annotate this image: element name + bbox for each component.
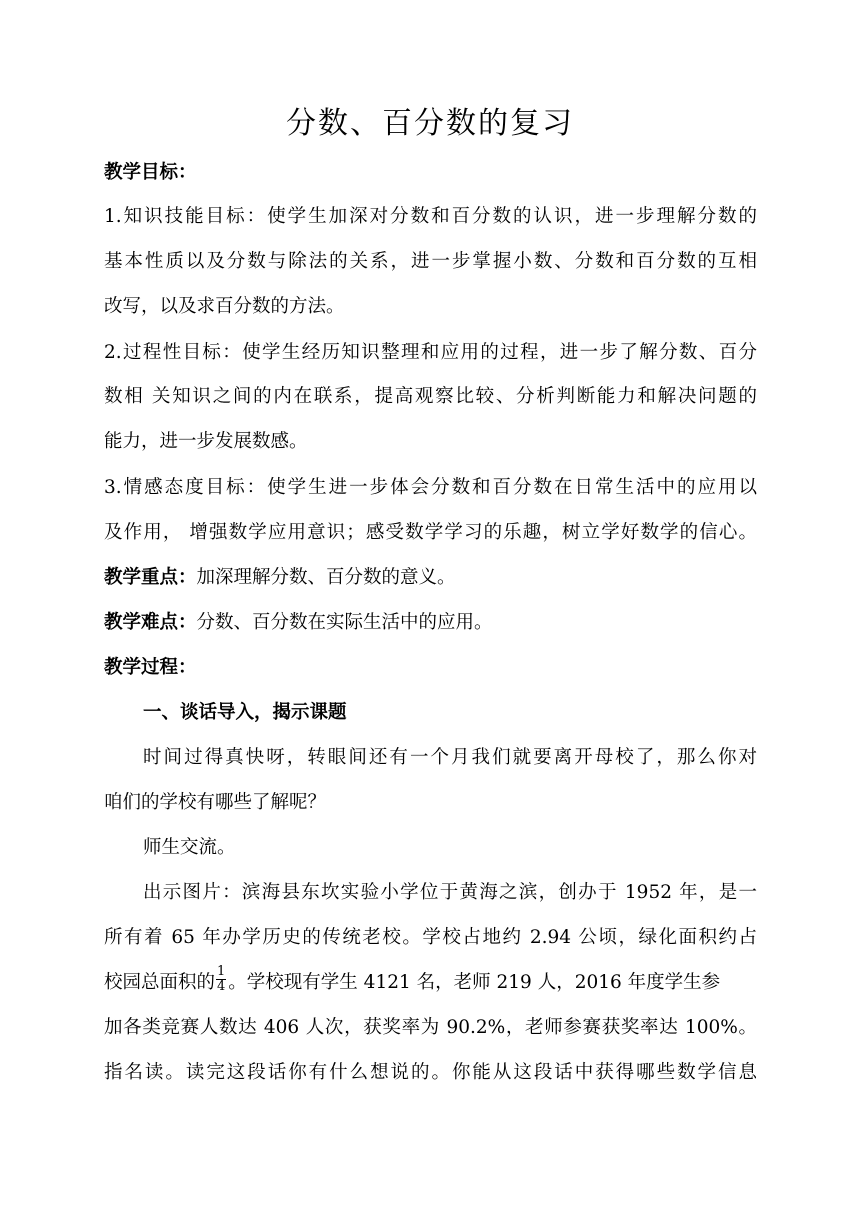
difficulty-label: 教学难点： (104, 612, 197, 633)
paragraph-3-line-3 (104, 963, 757, 996)
section-1-heading: 一、谈话导入，揭示课题 (143, 702, 347, 723)
objective-2-line-1: 2.过程性目标：使学生经历知识整理和应用的过程，进一步了解分数、百分 (104, 342, 757, 363)
difficulty-line (104, 610, 757, 636)
paragraph-1-line-2: 咱们的学校有哪些了解呢？ (104, 792, 327, 813)
fraction-denominator: 4 (217, 978, 226, 994)
key-point-label: 教学重点： (104, 567, 197, 588)
paragraph-1-line-1: 时间过得真快呀，转眼间还有一个月我们就要离开母校了，那么你对 (143, 747, 757, 768)
key-point-line (104, 565, 757, 591)
objective-3-line-2: 及作用， 增强数学应用意识；感受数学学习的乐趣，树立学好数学的信心。 (104, 522, 757, 543)
difficulty-text: 分数、百分数在实际生活中的应用。 (196, 612, 493, 633)
objective-2-line-2: 数相 关知识之间的内在联系，提高观察比较、分析判断能力和解决问题的 (104, 386, 757, 407)
paragraph-3-line-1: 出示图片：滨海县东坎实验小学位于黄海之滨，创办于 1952 年，是一 (143, 882, 757, 903)
paragraph-3-line-3-start: 校园总面积的 (104, 972, 216, 993)
paragraph-3-line-2: 所有着 65 年办学历史的传统老校。学校占地约 2.94 公顷，绿化面积约占 (104, 927, 757, 948)
objectives-heading: 教学目标： (104, 162, 197, 183)
objective-2-line-3: 能力，进一步发展数感。 (104, 431, 308, 452)
key-point-text: 加深理解分数、百分数的意义。 (196, 567, 456, 588)
objective-1-line-2: 基本性质以及分数与除法的关系，进一步掌握小数、分数和百分数的互相 (104, 251, 757, 272)
objective-3-line-1: 3.情感态度目标：使学生进一步体会分数和百分数在日常生活中的应用以 (104, 477, 757, 498)
objective-1-line-1: 1.知识技能目标：使学生加深对分数和百分数的认识，进一步理解分数的 (104, 206, 757, 227)
document-title: 分数、百分数的复习 (286, 106, 574, 141)
objective-1-line-3: 改写，以及求百分数的方法。 (104, 296, 345, 317)
fraction-numerator: 1 (217, 963, 226, 979)
process-heading: 教学过程： (104, 657, 197, 678)
paragraph-3-line-4: 加各类竞赛人数达 406 人次，获奖率为 90.2%，老师参赛获奖率达 100%。 (104, 1017, 757, 1038)
paragraph-3-line-5: 指名读。读完这段话你有什么想说的。你能从这段话中获得哪些数学信息 (104, 1062, 757, 1083)
paragraph-2: 师生交流。 (143, 837, 236, 858)
one-quarter-fraction (216, 965, 226, 994)
paragraph-3-line-3-end: 。学校现有学生 4121 名，老师 219 人，2016 年度学生参 (228, 972, 721, 993)
